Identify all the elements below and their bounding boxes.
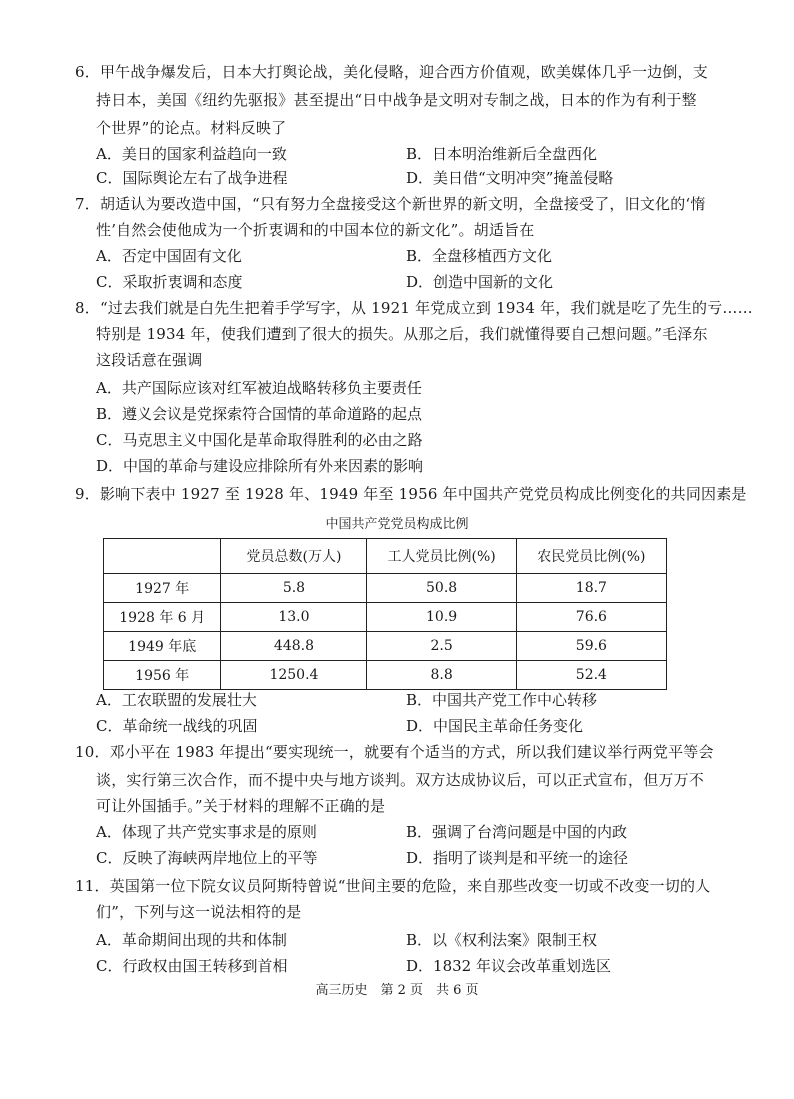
header-cell-worker-ratio: 工人党员比例(%) <box>367 539 516 574</box>
table-header-row <box>104 539 667 574</box>
total-members-cell: 13.0 <box>221 603 367 632</box>
worker-ratio-cell: 50.8 <box>367 574 516 603</box>
row-year-cell: 1949 年底 <box>104 632 221 661</box>
q6-line-3: 个世界”的论点。材料反映了 <box>96 119 287 137</box>
q11-option-d: D．1832 年议会改革重划选区 <box>406 957 611 975</box>
table-row <box>104 574 667 603</box>
q10-line-2: 谈，实行第三次合作，而不提中央与地方谈判。双方达成协议后，可以正式宣布，但万万不 <box>96 771 705 789</box>
q10-option-c: C．反映了海峡两岸地位上的平等 <box>96 849 318 867</box>
q11-option-b: B．以《权利法案》限制王权 <box>406 931 598 949</box>
total-members-cell: 448.8 <box>221 632 367 661</box>
q9-option-b: B．中国共产党工作中心转移 <box>406 691 598 709</box>
q6-option-c: C．国际舆论左右了战争进程 <box>96 169 288 187</box>
q6-option-d: D．美日借“文明冲突”掩盖侵略 <box>406 169 614 187</box>
header-cell <box>104 539 221 574</box>
header-cell-total-members: 党员总数(万人) <box>221 539 367 574</box>
total-members-cell: 5.8 <box>221 574 367 603</box>
table-row <box>104 661 667 690</box>
q6-line-1: 6．甲午战争爆发后，日本大打舆论战，美化侵略，迎合西方价值观，欧美媒体几乎一边倒，支 <box>75 63 708 81</box>
row-year-cell: 1956 年 <box>104 661 221 690</box>
table-row <box>104 632 667 661</box>
worker-ratio-cell: 10.9 <box>367 603 516 632</box>
q6-option-a: A．美日的国家利益趋向一致 <box>96 145 287 163</box>
q6-line-2: 持日本，美国《纽约先驱报》甚至提出“日中战争是文明对专制之战，日本的作为有利于整 <box>96 91 697 109</box>
header-cell-peasant-ratio: 农民党员比例(%) <box>516 539 666 574</box>
q7-line-1: 7．胡适认为要改造中国，“只有努力全盘接受这个新世界的新文明，全盘接受了，旧文化的‘惰 <box>75 195 706 213</box>
q9-option-a: A．工农联盟的发展壮大 <box>96 691 257 709</box>
q7-option-d: D．创造中国新的文化 <box>406 273 554 291</box>
table-caption: 中国共产党党员构成比例 <box>325 517 469 532</box>
q8-option-b: B．遵义会议是党探索符合国情的革命道路的起点 <box>96 405 423 423</box>
worker-ratio-cell: 8.8 <box>367 661 516 690</box>
q9-option-c: C．革命统一战线的巩固 <box>96 717 258 735</box>
q8-option-c: C．马克思主义中国化是革命取得胜利的必由之路 <box>96 431 423 449</box>
q9-line-1: 9．影响下表中 1927 至 1928 年、1949 年至 1956 年中国共产党党员构成比例变化的共同因素是 <box>75 485 747 503</box>
q7-option-a: A．否定中国固有文化 <box>96 247 242 265</box>
peasant-ratio-cell: 52.4 <box>516 661 666 690</box>
peasant-ratio-cell: 18.7 <box>516 574 666 603</box>
q10-option-b: B．强调了台湾问题是中国的内政 <box>406 823 628 841</box>
q7-line-2: 性’自然会使他成为一个折衷调和的中国本位的新文化”。胡适旨在 <box>96 221 535 239</box>
q10-line-3: 可让外国插手。”关于材料的理解不正确的是 <box>96 797 386 815</box>
q8-line-1: 8．“过去我们就是白先生把着手学写字，从 1921 年党成立到 1934 年，我们就是吃了先生的亏…… <box>75 299 753 317</box>
q8-option-a: A．共产国际应该对红军被迫战略转移负主要责任 <box>96 379 422 397</box>
peasant-ratio-cell: 59.6 <box>516 632 666 661</box>
q10-line-1: 10．邓小平在 1983 年提出“要实现统一，就要有个适当的方式，所以我们建议举行两党平等会 <box>75 743 714 761</box>
q11-line-1: 11．英国第一位下院女议员阿斯特曾说“世间主要的危险，来自那些改变一切或不改变一切的人 <box>75 877 711 895</box>
q7-option-c: C．采取折衷调和态度 <box>96 273 243 291</box>
worker-ratio-cell: 2.5 <box>367 632 516 661</box>
total-members-cell: 1250.4 <box>221 661 367 690</box>
row-year-cell: 1928 年 6 月 <box>104 603 221 632</box>
q10-option-a: A．体现了共产党实事求是的原则 <box>96 823 317 841</box>
membership-table <box>103 538 667 690</box>
q11-line-2: 们”，下列与这一说法相符的是 <box>96 903 302 921</box>
q7-option-b: B．全盘移植西方文化 <box>406 247 553 265</box>
peasant-ratio-cell: 76.6 <box>516 603 666 632</box>
row-year-cell: 1927 年 <box>104 574 221 603</box>
q8-line-2: 特别是 1934 年，使我们遭到了很大的损失。从那之后，我们就懂得要自己想问题。”毛泽东 <box>96 325 708 343</box>
q11-option-a: A．革命期间出现的共和体制 <box>96 931 287 949</box>
q8-line-3: 这段话意在强调 <box>96 351 203 369</box>
q6-option-b: B．日本明治维新后全盘西化 <box>406 145 598 163</box>
q10-option-d: D．指明了谈判是和平统一的途径 <box>406 849 629 867</box>
q9-option-d: D．中国民主革命任务变化 <box>406 717 584 735</box>
q8-option-d: D．中国的革命与建设应排除所有外来因素的影响 <box>96 457 424 475</box>
q11-option-c: C．行政权由国王转移到首相 <box>96 957 288 975</box>
page-footer: 高三历史 第 2 页 共 6 页 <box>315 983 479 998</box>
table-row <box>104 603 667 632</box>
